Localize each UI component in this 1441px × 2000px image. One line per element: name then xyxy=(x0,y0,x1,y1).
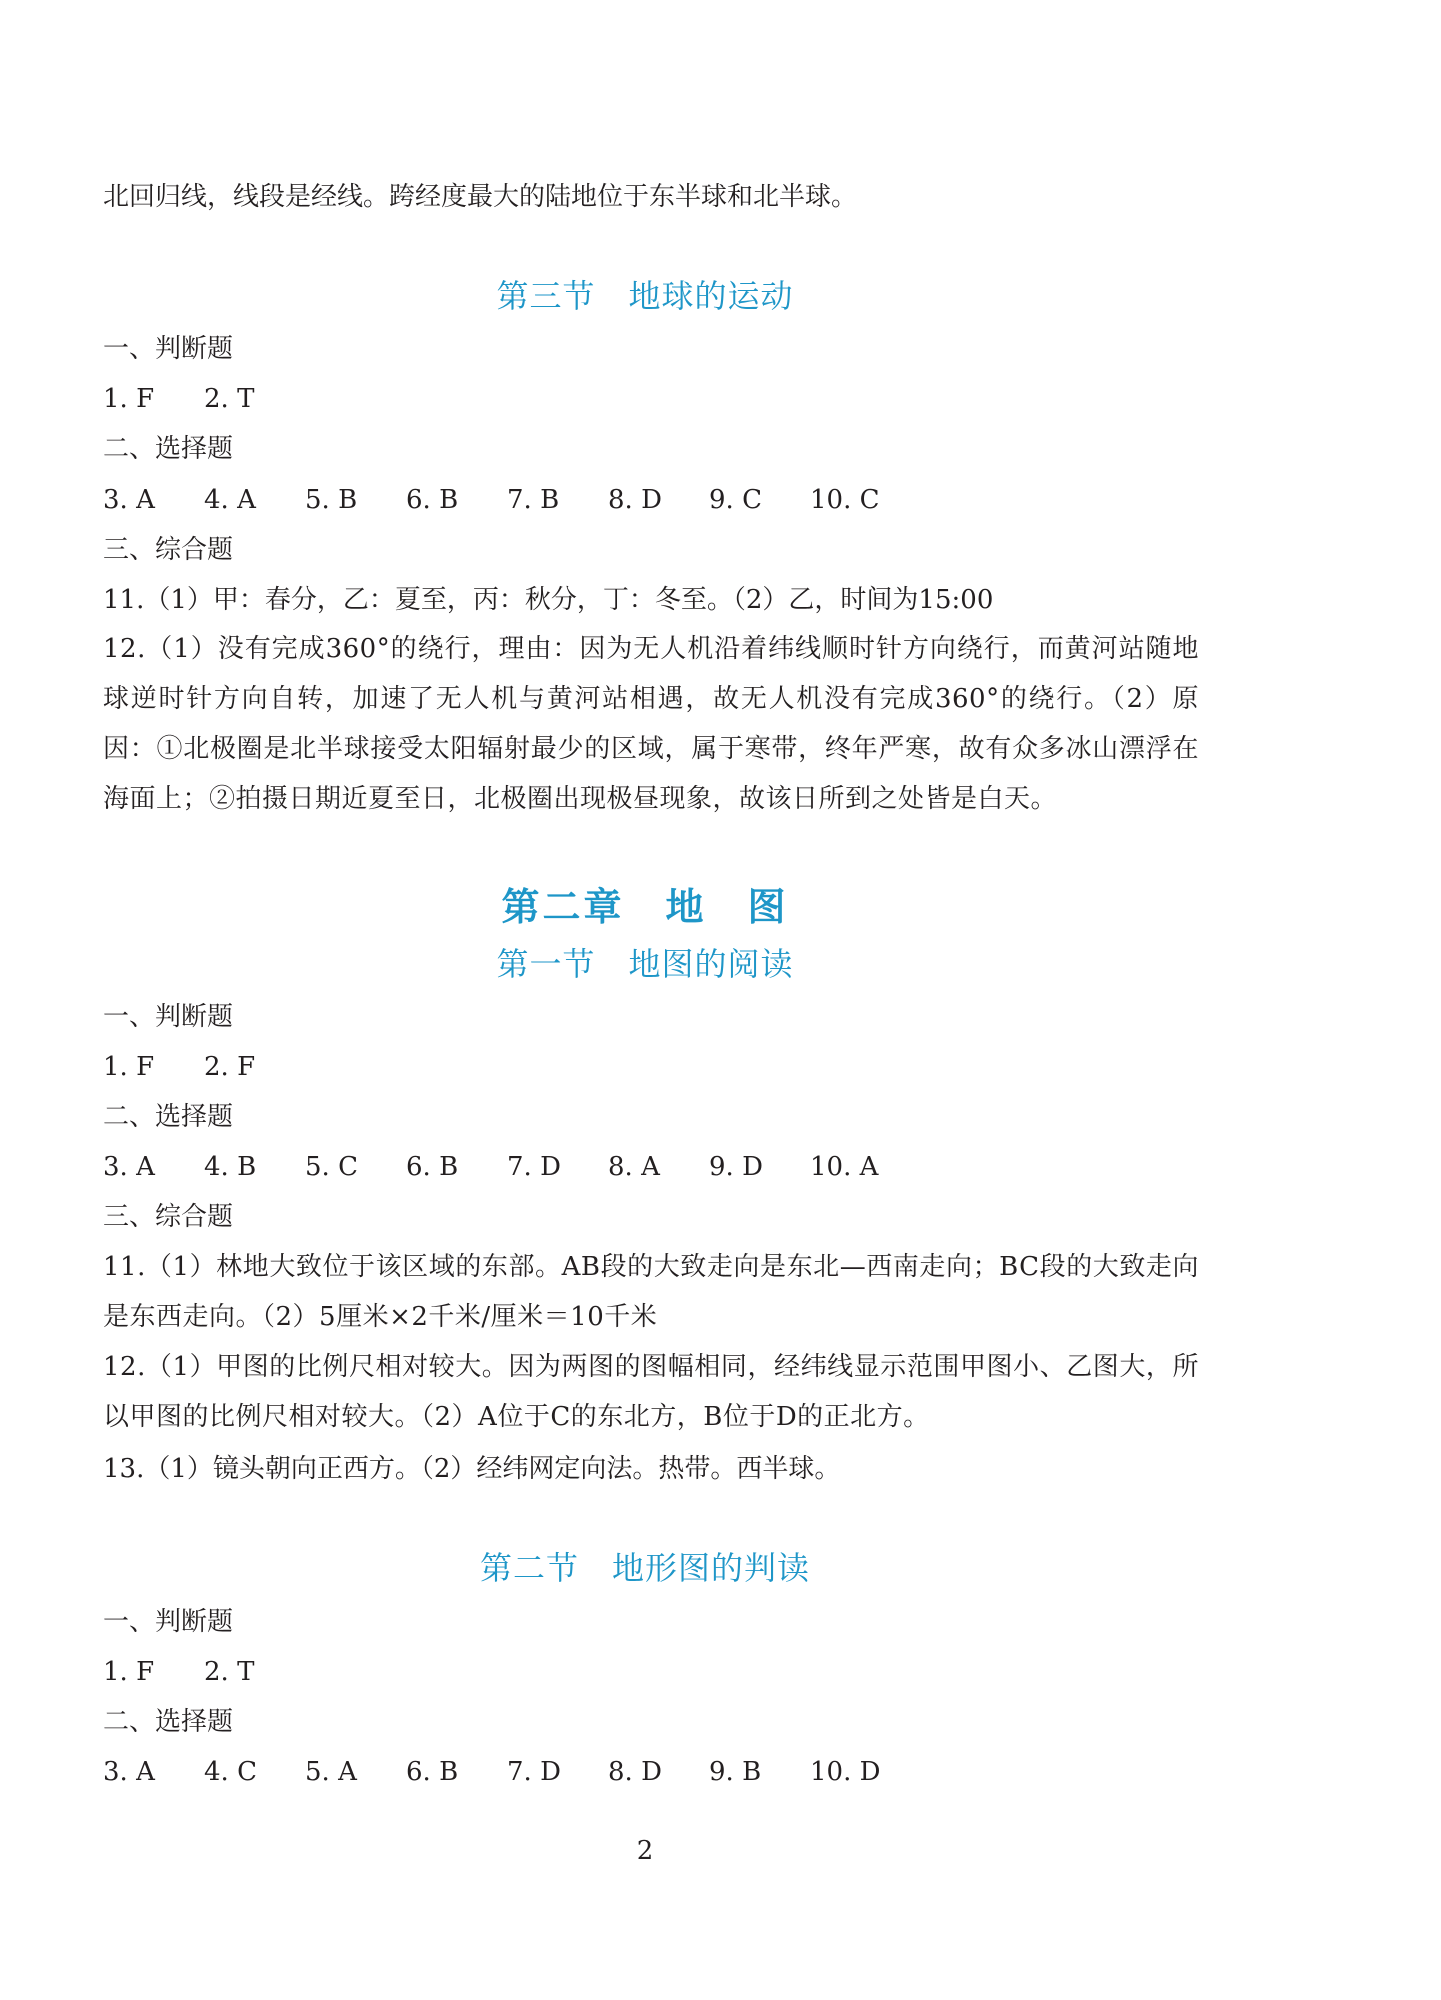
answer-item: 4. B xyxy=(204,1152,257,1182)
answer-item: 2. T xyxy=(204,384,255,414)
answer-item: 5. B xyxy=(305,485,358,515)
answer-item: 10. A xyxy=(810,1152,879,1182)
page-number: 2 xyxy=(636,1836,654,1866)
section-title-earth-motion: 第三节 地球的运动 xyxy=(496,277,794,315)
answer-q11: 11.（1）林地大致位于该区域的东部。AB段的大致走向是东北—西南走向；BC段的大致走向是东西走向。（2）5厘米×2千米/厘米＝10千米 xyxy=(103,1252,1199,1332)
answer-q13: 13.（1）镜头朝向正西方。（2）经纬网定向法。热带。西半球。 xyxy=(103,1454,841,1484)
answer-item: 6. B xyxy=(406,1757,459,1787)
choice-answers xyxy=(103,1150,878,1184)
judgement-answers xyxy=(103,1050,255,1084)
answer-q12: 12.（1）没有完成360°的绕行，理由：因为无人机沿着纬线顺时针方向绕行，而黄河站随地球逆时针方向自转，加速了无人机与黄河站相遇，故无人机没有完成360°的绕行。（2）原因：①北极圈是北半球接受太阳辐射最少的区域，属于寒带，终年严寒，故有众多冰山漂浮在海面上；②拍摄日期近夏至日，北极圈出现极昼现象，故该日所到之处皆是白天。 xyxy=(103,634,1199,814)
heading-judgement: 一、判断题 xyxy=(103,1002,234,1032)
answer-item: 8. D xyxy=(608,485,662,515)
answer-item: 1. F xyxy=(103,1052,155,1082)
answer-item: 4. C xyxy=(204,1757,257,1787)
answer-item: 10. C xyxy=(810,485,880,515)
heading-choice: 二、选择题 xyxy=(103,434,234,464)
judgement-answers xyxy=(103,382,254,416)
answer-item: 9. B xyxy=(709,1757,762,1787)
section-title-map-reading: 第一节 地图的阅读 xyxy=(496,945,794,983)
answer-item: 8. D xyxy=(608,1757,662,1787)
answer-item: 5. A xyxy=(305,1757,357,1787)
answer-item: 5. C xyxy=(305,1152,358,1182)
answer-item: 6. B xyxy=(406,1152,459,1182)
answer-item: 6. B xyxy=(406,485,459,515)
answer-item: 3. A xyxy=(103,485,155,515)
heading-choice: 二、选择题 xyxy=(103,1102,234,1132)
answer-item: 1. F xyxy=(103,1657,155,1687)
answer-item: 3. A xyxy=(103,1152,155,1182)
answer-item: 2. T xyxy=(204,1657,255,1687)
answer-item: 8. A xyxy=(608,1152,660,1182)
answer-item: 10. D xyxy=(810,1757,881,1787)
heading-comprehensive: 三、综合题 xyxy=(103,1202,234,1232)
answer-item: 7. D xyxy=(507,1757,561,1787)
judgement-answers xyxy=(103,1655,254,1689)
answer-q11: 11.（1）甲：春分，乙：夏至，丙：秋分，丁：冬至。（2）乙，时间为15:00 xyxy=(103,585,994,615)
answer-item: 1. F xyxy=(103,384,155,414)
answer-item: 4. A xyxy=(204,485,256,515)
answer-item: 7. B xyxy=(507,485,560,515)
heading-judgement: 一、判断题 xyxy=(103,1607,234,1637)
heading-comprehensive: 三、综合题 xyxy=(103,535,234,565)
heading-judgement: 一、判断题 xyxy=(103,334,234,364)
section-title-topographic-map: 第二节 地形图的判读 xyxy=(479,1549,810,1587)
intro-line: 北回归线，线段是经线。跨经度最大的陆地位于东半球和北半球。 xyxy=(103,182,858,212)
answer-item: 9. C xyxy=(709,485,762,515)
answer-item: 7. D xyxy=(507,1152,561,1182)
choice-answers xyxy=(103,1755,880,1789)
choice-answers xyxy=(103,483,880,517)
chapter-title: 第二章 地 图 xyxy=(501,884,789,929)
answer-item: 9. D xyxy=(709,1152,763,1182)
heading-choice: 二、选择题 xyxy=(103,1707,234,1737)
answer-item: 2. F xyxy=(204,1052,256,1082)
answer-item: 3. A xyxy=(103,1757,155,1787)
answer-q12: 12.（1）甲图的比例尺相对较大。因为两图的图幅相同，经纬线显示范围甲图小、乙图大，所以甲图的比例尺相对较大。（2）A位于C的东北方，B位于D的正北方。 xyxy=(103,1352,1199,1432)
